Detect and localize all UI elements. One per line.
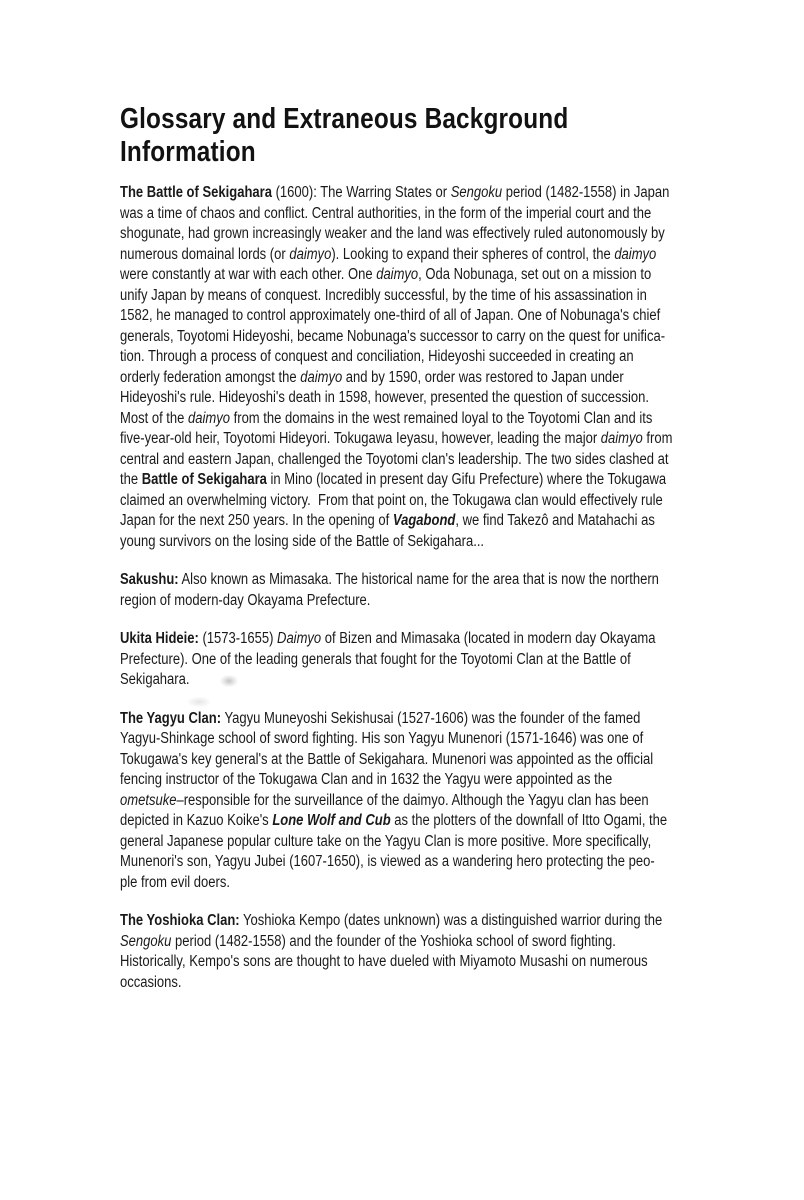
text-run: from the domains in the west remained loyal to the Toyotomi Clan and its — [230, 409, 653, 427]
text-run: Historically, Kempo's sons are thought to have dueled with Miyamoto Musashi on numerous — [120, 953, 648, 970]
text-run: Yagyu-Shinkage school of sword fighting. His son Yagyu Munenori (1571-1646) was one of — [120, 730, 644, 747]
text-run: Sengoku — [120, 932, 172, 950]
text-line — [120, 791, 708, 812]
text-run: depicted in Kazuo Koike's — [120, 812, 273, 829]
text-run: 1582, he managed to control approximately one-third of all of Japan. One of Nobunaga's chief — [120, 307, 661, 324]
text-run: Ukita Hideie: — [120, 630, 199, 647]
text-run: Also known as Mimasaka. The historical name for the area that is now the northern — [178, 571, 659, 588]
text-run: Lone Wolf and Cub — [272, 812, 391, 829]
text-run: Yagyu Muneyoshi Sekishusai (1527-1606) was the founder of the famed — [221, 709, 641, 727]
text-run: The Yoshioka Clan: — [120, 912, 240, 929]
text-line — [120, 911, 708, 932]
text-run: were constantly at war with each other. One — [120, 266, 377, 283]
text-line — [120, 388, 708, 409]
page-content — [120, 103, 708, 1011]
text-run: Battle of Sekigahara — [141, 471, 267, 488]
glossary-entries — [120, 183, 708, 993]
text-run: daimyo — [376, 266, 419, 283]
page-title — [120, 103, 708, 169]
text-run: the — [120, 471, 142, 488]
text-line — [120, 750, 708, 771]
text-line — [120, 629, 708, 650]
text-run: ). Looking to expand their spheres of control, the — [331, 245, 615, 263]
text-run: occasions. — [120, 973, 182, 991]
text-line — [120, 450, 708, 471]
text-line — [120, 224, 708, 245]
text-line — [120, 429, 708, 450]
text-run: Prefecture). One of the leading generals that fought for the Toyotomi Clan at the Battle of — [120, 650, 631, 668]
text-run: Japan for the next 250 years. In the opening of — [120, 512, 393, 529]
text-line — [120, 770, 708, 791]
text-line — [120, 670, 708, 691]
text-line — [120, 873, 708, 894]
text-line — [120, 852, 708, 873]
text-run: generals, Toyotomi Hideyoshi, became Nobunaga's successor to carry on the quest for unifica- — [120, 327, 666, 345]
text-run: ometsuke — [120, 791, 177, 809]
glossary-entry — [120, 570, 708, 611]
text-line — [120, 932, 708, 953]
text-run: Sakushu: — [120, 571, 179, 588]
text-run: region of modern-day Okayama Prefecture. — [120, 591, 371, 609]
text-line — [120, 650, 708, 671]
text-run: The Battle of Sekigahara — [120, 184, 272, 201]
text-run: daimyo — [289, 245, 332, 263]
text-run: general Japanese popular culture take on the Yagyu Clan is more positive. More specifically, — [120, 832, 652, 850]
text-run: shogunate, had grown increasingly weaker and the land was effectively ruled autonomously by — [120, 225, 665, 242]
text-run: numerous domainal lords (or — [120, 245, 290, 263]
text-line — [120, 327, 708, 348]
text-line — [120, 265, 708, 286]
text-run: period (1482-1558) and the founder of the Yoshioka school of sword fighting. — [171, 932, 616, 950]
page-title-line-1: Glossary and Extraneous Background — [120, 103, 569, 135]
text-line — [120, 952, 708, 973]
glossary-entry — [120, 629, 708, 691]
text-line — [120, 491, 708, 512]
text-run: daimyo — [614, 245, 657, 263]
text-line — [120, 532, 708, 553]
text-run: young survivors on the losing side of the Battle of Sekigahara... — [120, 532, 485, 550]
text-run: , Oda Nobunaga, set out on a mission to — [418, 266, 652, 283]
text-run: ple from evil doers. — [120, 873, 231, 891]
text-run: was a time of chaos and conflict. Central authorities, in the form of the imperial court and the — [120, 204, 652, 222]
text-line — [120, 409, 708, 430]
text-run: Daimyo — [277, 630, 322, 647]
text-line — [120, 811, 708, 832]
text-run: (1573-1655) — [198, 630, 278, 647]
text-line — [120, 973, 708, 994]
text-run: orderly federation amongst the — [120, 368, 301, 386]
text-run: Munenori's son, Yagyu Jubei (1607-1650), is viewed as a wandering hero protecting the peo- — [120, 853, 655, 870]
text-run: Vagabond — [392, 512, 456, 529]
text-line — [120, 470, 708, 491]
text-run: and by 1590, order was restored to Japan under — [342, 368, 624, 386]
text-run: (1600): The Warring States or — [271, 184, 451, 201]
text-line — [120, 368, 708, 389]
text-line — [120, 709, 708, 730]
text-line — [120, 306, 708, 327]
page-title-line-2: Information — [120, 136, 256, 168]
text-run: in Mino (located in present day Gifu Prefecture) where the Tokugawa — [266, 471, 667, 488]
text-run: –responsible for the surveillance of the daimyo. Although the Yagyu clan has been — [176, 791, 649, 809]
text-run: central and eastern Japan, challenged the Toyotomi clan's leadership. The two sides clashed at — [120, 450, 669, 468]
glossary-entry — [120, 183, 708, 552]
text-run: period (1482-1558) in Japan — [502, 184, 670, 201]
text-run: daimyo — [188, 409, 231, 427]
text-run: fencing instructor of the Tokugawa Clan and in 1632 the Yagyu were appointed as the — [120, 771, 613, 788]
text-run: Sekigahara. — [120, 671, 190, 688]
text-line — [120, 511, 708, 532]
glossary-entry — [120, 709, 708, 894]
text-line — [120, 591, 708, 612]
text-run: unify Japan by means of conquest. Incredibly successful, by the time of his assassination in — [120, 286, 647, 304]
text-line — [120, 245, 708, 266]
text-line — [120, 347, 708, 368]
text-run: tion. Through a process of conquest and conciliation, Hideyoshi succeeded in creating an — [120, 348, 634, 365]
text-line — [120, 729, 708, 750]
glossary-entry — [120, 911, 708, 993]
text-run: as the plotters of the downfall of Itto Ogami, the — [390, 812, 668, 829]
text-line — [120, 204, 708, 225]
text-run: , we find Takezô and Matahachi as — [455, 512, 655, 529]
text-run: Sengoku — [450, 184, 503, 201]
text-run: claimed an overwhelming victory. From that point on, the Tokugawa clan would effectively rule — [120, 491, 663, 509]
text-run: five-year-old heir, Toyotomi Hideyori. Tokugawa Ieyasu, however, leading the major — [120, 430, 601, 447]
text-run: The Yagyu Clan: — [120, 709, 222, 727]
text-line — [120, 570, 708, 591]
text-run: daimyo — [300, 368, 343, 386]
text-run: Hideyoshi's rule. Hideyoshi's death in 1598, however, presented the question of succession. — [120, 389, 649, 406]
text-run: Most of the — [120, 409, 189, 427]
text-run: from — [642, 430, 673, 447]
text-run: Tokugawa's key general's at the Battle of Sekigahara. Munenori was appointed as the official — [120, 750, 654, 768]
text-line — [120, 286, 708, 307]
text-line — [120, 832, 708, 853]
text-run: of Bizen and Mimasaka (located in modern day Okayama — [321, 630, 656, 647]
text-run: Yoshioka Kempo (dates unknown) was a distinguished warrior during the — [239, 912, 663, 929]
text-run: daimyo — [600, 430, 643, 447]
text-line — [120, 183, 708, 204]
